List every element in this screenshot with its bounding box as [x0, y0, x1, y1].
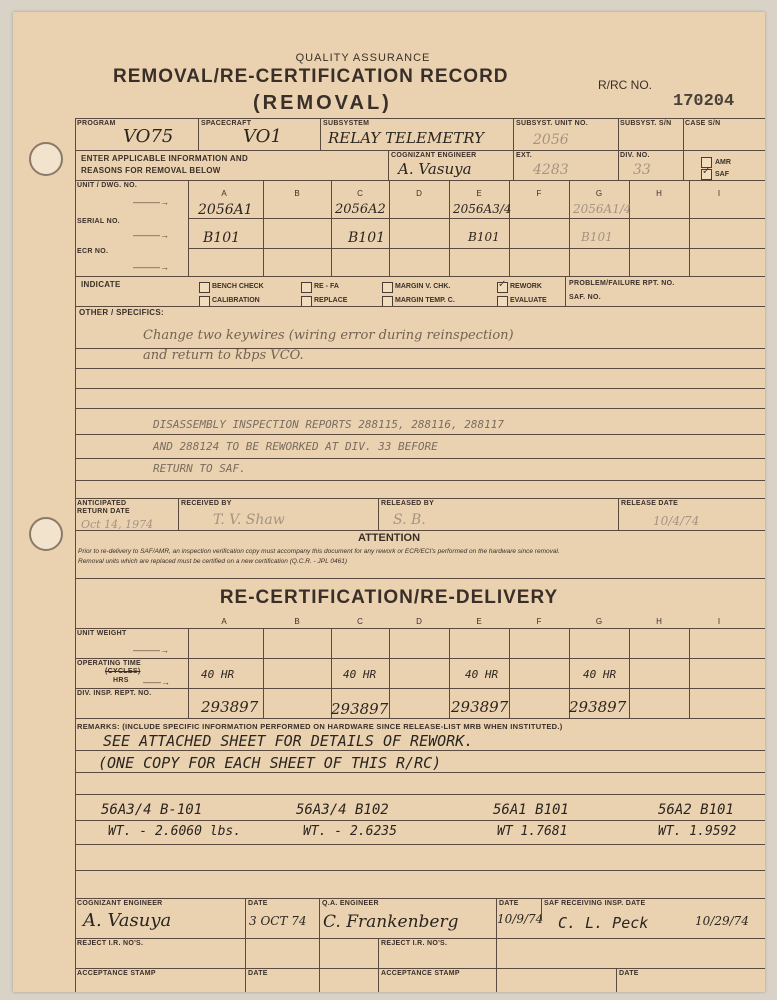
other-line-5: RETURN TO SAF.	[153, 462, 246, 475]
rule	[75, 750, 765, 751]
saf-checkbox[interactable]	[701, 169, 712, 180]
col-header-i: I	[717, 189, 721, 198]
rule	[75, 150, 765, 151]
rule	[509, 180, 510, 276]
bench-check-label: BENCH CHECK	[212, 283, 264, 290]
weight-4-value: WT. 1.9592	[658, 824, 737, 839]
weight-3-unit: 56A1 B101	[493, 802, 569, 818]
cog-eng-label: COGNIZANT ENGINEER	[391, 152, 477, 159]
rule	[75, 718, 765, 719]
date-4-label: DATE	[619, 970, 639, 977]
re-fa-checkbox[interactable]	[301, 282, 312, 293]
recert-col-i: I	[717, 617, 721, 626]
qa-eng-sig: C. Frankenberg	[323, 912, 459, 932]
serial-label: SERIAL NO.	[77, 218, 120, 225]
rule	[75, 870, 765, 871]
form-title: REMOVAL/RE-CERTIFICATION RECORD	[113, 66, 509, 87]
rule	[75, 688, 765, 689]
sig-cog-eng: A. Vasuya	[83, 910, 172, 931]
other-label: OTHER / SPECIFICS:	[79, 308, 164, 317]
subsyst-unit-label: SUBSYST. UNIT NO.	[516, 120, 588, 127]
remarks-line-2: (ONE COPY FOR EACH SHEET OF THIS R/RC)	[98, 754, 442, 772]
unit-weight-label: UNIT WEIGHT	[77, 630, 127, 637]
anticipated-label: ANTICIPATED	[77, 500, 127, 507]
col-header-b: B	[294, 189, 300, 198]
reject-2-label: REJECT I.R. NO'S.	[381, 940, 448, 947]
recert-col-b: B	[294, 617, 300, 626]
serial-c: B101	[348, 230, 386, 246]
arrow-icon: ———→	[133, 262, 169, 272]
rule	[75, 480, 765, 481]
attention-line-2: Removal units which are replaced must be certified on a new certification (Q.C.R. - JPL 0461)	[78, 558, 348, 565]
op-time-a: 40 HR	[201, 668, 235, 681]
ext-label: EXT.	[516, 152, 532, 159]
rule	[569, 180, 570, 276]
saf-no-label: SAF. NO.	[569, 294, 601, 301]
date2-label: DATE	[499, 900, 519, 907]
received-value: T. V. Shaw	[213, 512, 285, 528]
rule	[198, 118, 199, 150]
margin-temp-label: MARGIN TEMP. C.	[395, 297, 455, 304]
calibration-label: CALIBRATION	[212, 297, 260, 304]
rule	[188, 248, 765, 249]
unit-c: 2056A2	[335, 202, 386, 217]
div-insp-a: 293897	[201, 698, 259, 716]
subsyst-unit-value: 2056	[533, 132, 569, 148]
rule	[75, 530, 765, 531]
rule	[513, 118, 514, 150]
date-3-label: DATE	[248, 970, 268, 977]
div-insp-e: 293897	[451, 698, 509, 716]
rule	[389, 180, 390, 276]
op-time-c: 40 HR	[343, 668, 377, 681]
recert-col-a: A	[221, 617, 227, 626]
rule	[188, 628, 189, 718]
rework-label: REWORK	[510, 283, 542, 290]
arrow-icon: ———→	[133, 230, 169, 240]
op-time-g: 40 HR	[583, 668, 617, 681]
other-line-2: and return to kbps VCO.	[143, 348, 304, 363]
rule	[689, 628, 690, 718]
rule	[565, 276, 566, 306]
rule	[689, 180, 690, 276]
rule	[388, 150, 389, 180]
rule	[75, 772, 765, 773]
ecr-label: ECR NO.	[77, 248, 109, 255]
rule	[75, 844, 765, 845]
punch-hole	[29, 142, 63, 176]
amr-label: AMR	[715, 159, 731, 166]
serial-a: B101	[203, 230, 241, 246]
sig-cog-eng-label: COGNIZANT ENGINEER	[77, 900, 163, 907]
release-date-value: 10/4/74	[653, 514, 700, 528]
rule	[618, 118, 619, 150]
record-sheet	[13, 12, 765, 992]
rule	[245, 898, 246, 992]
rule	[389, 628, 390, 718]
div-label: DIV. NO.	[620, 152, 650, 159]
rule	[188, 218, 765, 219]
serial-g: B101	[581, 230, 613, 244]
recert-col-e: E	[476, 617, 482, 626]
col-header-a: A	[221, 189, 227, 198]
bench-check-checkbox[interactable]	[199, 282, 210, 293]
rule	[75, 118, 765, 119]
rule	[75, 306, 765, 307]
col-header-c: C	[357, 189, 363, 198]
rule	[263, 180, 264, 276]
sig-date-2: 10/9/74	[497, 912, 544, 926]
return-date-value: Oct 14, 1974	[81, 518, 154, 531]
attention-title: ATTENTION	[357, 532, 421, 544]
rule	[378, 498, 379, 530]
hrs-label: HRS	[113, 677, 129, 684]
rule	[75, 388, 765, 389]
cog-eng-value: A. Vasuya	[398, 160, 472, 178]
unit-label: UNIT / DWG. NO.	[77, 182, 138, 189]
rule	[75, 898, 765, 899]
release-date-label: RELEASE DATE	[621, 500, 679, 507]
recert-col-g: G	[595, 617, 603, 626]
rule	[75, 794, 765, 795]
rule	[75, 408, 765, 409]
replace-label: REPLACE	[314, 297, 348, 304]
arrow-icon: ———→	[133, 197, 169, 207]
indicate-label: INDICATE	[81, 280, 121, 289]
reject-1-label: REJECT I.R. NO'S.	[77, 940, 144, 947]
rule	[75, 276, 765, 277]
subsyst-sn-label: SUBSYST. S/N	[620, 120, 672, 127]
weight-2-unit: 56A3/4 B102	[296, 802, 389, 818]
rule	[75, 458, 765, 459]
op-time-e: 40 HR	[465, 668, 499, 681]
col-header-g: G	[595, 189, 603, 198]
evaluate-label: EVALUATE	[510, 297, 547, 304]
instructions-1: ENTER APPLICABLE INFORMATION AND	[81, 154, 249, 163]
rule	[188, 180, 189, 276]
rule	[629, 180, 630, 276]
arrow-icon: ———→	[133, 645, 169, 655]
recert-col-d: D	[416, 617, 422, 626]
recert-col-c: C	[357, 617, 363, 626]
attention-body	[78, 547, 738, 567]
rule	[75, 118, 76, 992]
rule	[75, 368, 765, 369]
margin-v-chk-checkbox[interactable]	[382, 282, 393, 293]
problem-label: PROBLEM/FAILURE RPT. NO.	[569, 280, 675, 287]
saf-label: SAF	[715, 171, 729, 178]
rule	[75, 180, 765, 181]
rule	[683, 118, 684, 150]
rule	[75, 434, 765, 435]
re-fa-label: RE - FA	[314, 283, 339, 290]
weight-1-value: WT. - 2.6060 lbs.	[108, 824, 242, 839]
rule	[616, 968, 617, 992]
spacecraft-value: VO1	[243, 126, 282, 147]
acceptance-1-label: ACCEPTANCE STAMP	[77, 970, 156, 977]
rule	[683, 150, 684, 180]
col-header-e: E	[476, 189, 482, 198]
rule	[618, 150, 619, 180]
remarks-line-1: SEE ATTACHED SHEET FOR DETAILS OF REWORK.	[103, 732, 474, 750]
other-line-1: Change two keywires (wiring error during reinspection)	[143, 328, 514, 343]
col-header-h: H	[656, 189, 662, 198]
form-subtitle: QUALITY ASSURANCE	[295, 52, 431, 64]
weight-1-unit: 56A3/4 B-101	[101, 802, 203, 818]
rule	[629, 628, 630, 718]
rule	[618, 498, 619, 530]
div-value: 33	[633, 162, 651, 178]
received-label: RECEIVED BY	[181, 500, 232, 507]
arrow-icon: ——→	[143, 677, 170, 687]
remarks-label: REMARKS: (INCLUDE SPECIFIC INFORMATION PERFORMED ON HARDWARE SINCE RELEASE-LIST MRB WHEN INSTITUTED.)	[77, 722, 563, 731]
rule	[75, 628, 765, 629]
col-header-f: F	[536, 189, 542, 198]
rule	[320, 118, 321, 150]
rule	[513, 150, 514, 180]
rule	[331, 180, 332, 276]
rule	[75, 938, 765, 939]
rrc-label: R/RC NO.	[598, 78, 652, 92]
rule	[75, 578, 765, 579]
rule	[449, 628, 450, 718]
weight-2-value: WT. - 2.6235	[303, 824, 397, 839]
rule	[75, 658, 765, 659]
ext-value: 4283	[533, 162, 569, 178]
rule	[319, 898, 320, 992]
rule	[263, 628, 264, 718]
rrc-number: 170204	[673, 92, 735, 111]
cycles-label: (CYCLES)	[105, 668, 141, 675]
rule	[509, 628, 510, 718]
instructions-2: REASONS FOR REMOVAL BELOW	[81, 166, 221, 175]
unit-g: 2056A1/4	[573, 202, 632, 216]
rule	[541, 898, 542, 920]
saf-insp-name: C. L. Peck	[558, 914, 649, 932]
form-type: (REMOVAL)	[253, 92, 392, 114]
recert-col-h: H	[656, 617, 662, 626]
col-header-d: D	[416, 189, 422, 198]
case-sn-label: CASE S/N	[685, 120, 721, 127]
rule	[449, 180, 450, 276]
subsystem-value: RELAY TELEMETRY	[328, 129, 485, 147]
weight-3-value: WT 1.7681	[497, 824, 568, 839]
return-date-label: RETURN DATE	[77, 508, 130, 515]
rule	[75, 968, 765, 969]
margin-v-chk-label: MARGIN V. CHK.	[395, 283, 451, 290]
other-line-4: AND 288124 TO BE REWORKED AT DIV. 33 BEFORE	[153, 440, 438, 453]
weight-4-unit: 56A2 B101	[658, 802, 734, 818]
attention-line-1: Prior to re-delivery to SAF/AMR, an inspection verification copy must accompany this document for any rework or ECR/ECI's performed on the hardware since removal.	[78, 548, 560, 555]
released-label: RELEASED BY	[381, 500, 435, 507]
op-time-label: OPERATING TIME	[77, 660, 141, 667]
rework-checkbox[interactable]	[497, 282, 508, 293]
recert-col-f: F	[536, 617, 542, 626]
program-value: VO75	[123, 126, 174, 147]
div-insp-label: DIV. INSP. REPT. NO.	[77, 690, 152, 697]
unit-a: 2056A1	[198, 202, 253, 218]
saf-insp-label: SAF RECEIVING INSP. DATE	[544, 900, 646, 907]
saf-insp-date: 10/29/74	[695, 914, 749, 928]
subsystem-label: SUBSYSTEM	[323, 120, 370, 127]
serial-e: B101	[468, 230, 500, 244]
released-value: S. B.	[393, 512, 426, 528]
qa-eng-label: Q.A. ENGINEER	[322, 900, 379, 907]
rule	[178, 498, 179, 530]
sig-date-1: 3 OCT 74	[249, 914, 307, 928]
acceptance-2-label: ACCEPTANCE STAMP	[381, 970, 460, 977]
program-label: PROGRAM	[77, 120, 116, 127]
div-insp-c: 293897	[331, 700, 389, 718]
rule	[378, 938, 379, 992]
unit-e: 2056A3/4	[453, 202, 512, 216]
div-insp-g: 293897	[569, 698, 627, 716]
rule	[75, 820, 765, 821]
sig-date-label: DATE	[248, 900, 268, 907]
recert-title: RE-CERTIFICATION/RE-DELIVERY	[219, 587, 559, 608]
other-line-3: DISASSEMBLY INSPECTION REPORTS 288115, 288116, 288117	[153, 418, 504, 431]
spacecraft-label: SPACECRAFT	[201, 120, 252, 127]
